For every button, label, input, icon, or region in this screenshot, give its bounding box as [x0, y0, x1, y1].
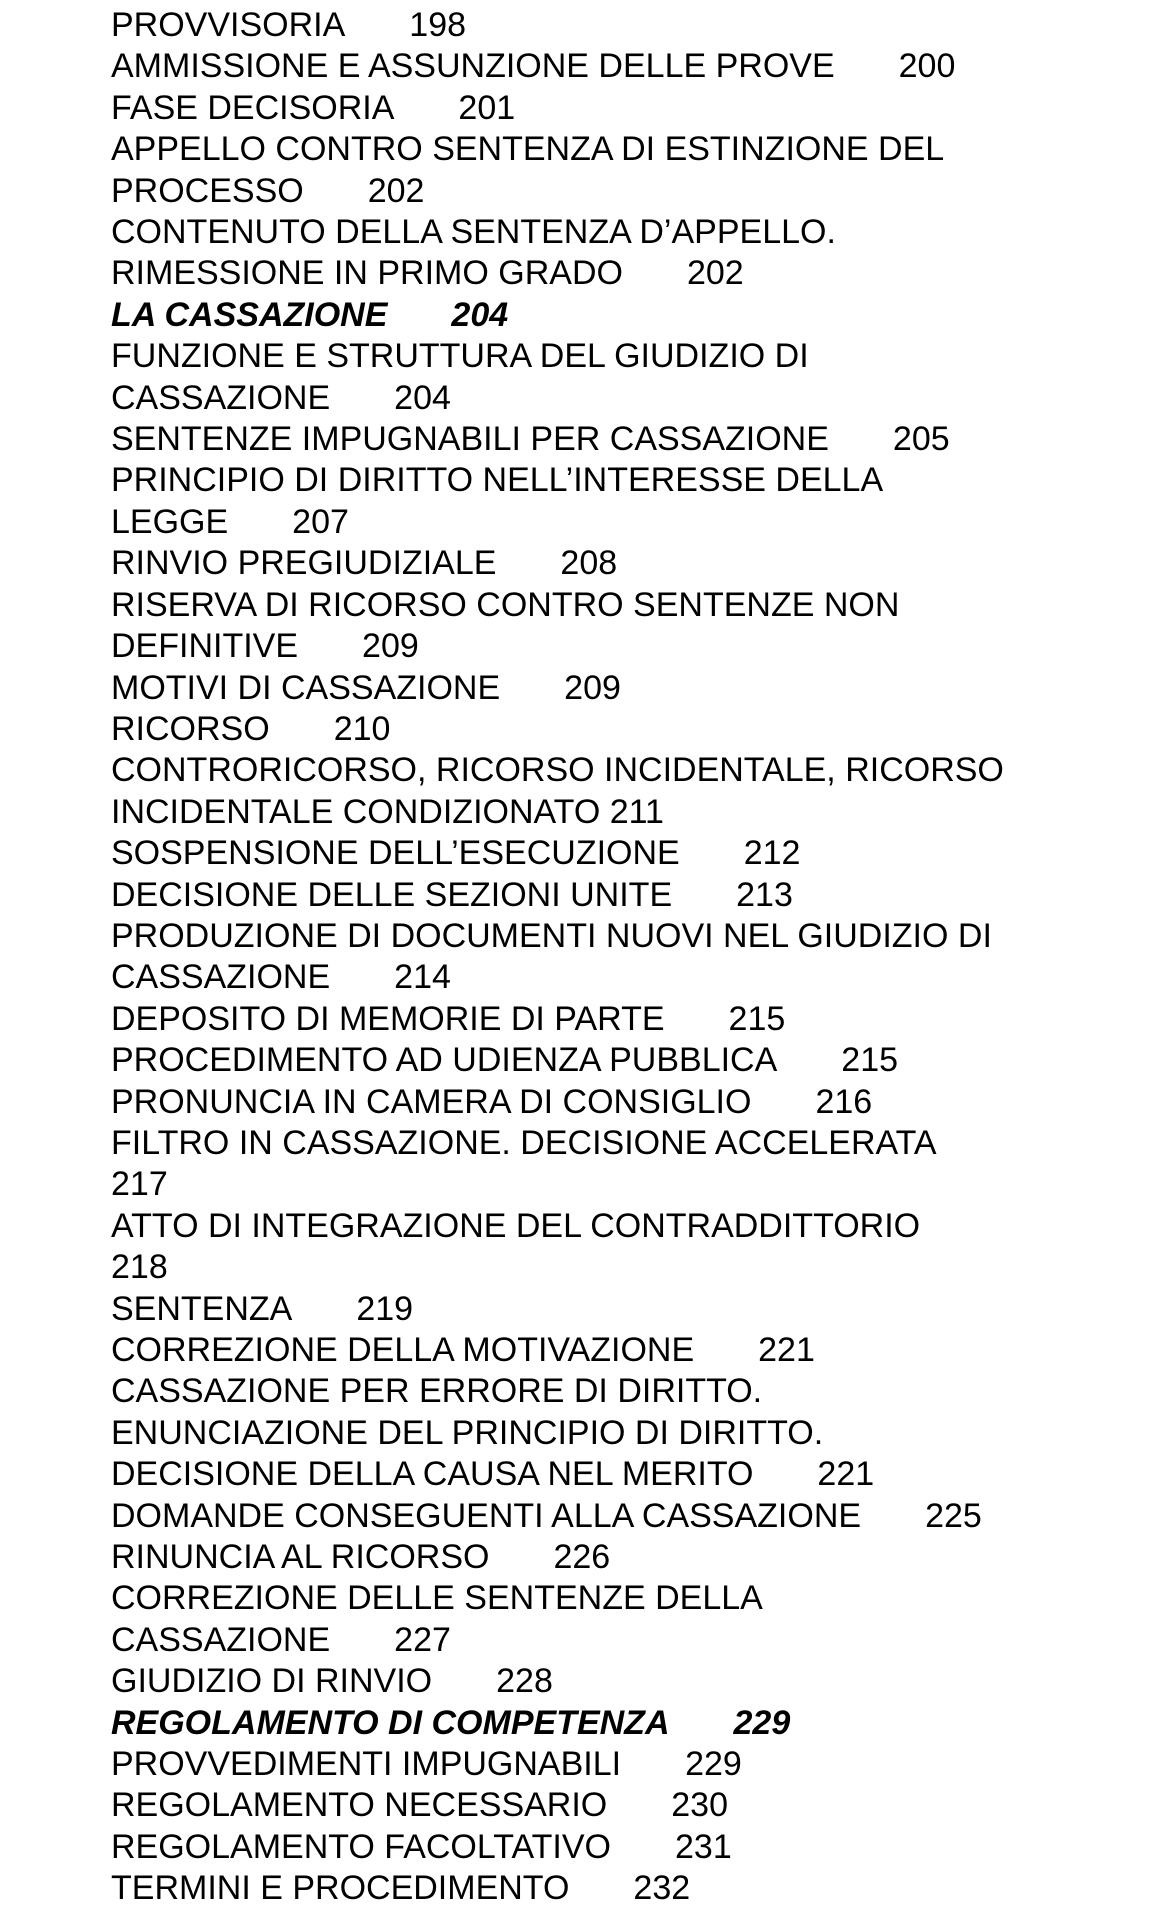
- toc-entry-title: REGOLAMENTO NECESSARIO: [111, 1786, 608, 1825]
- toc-entry-title: AMMISSIONE E ASSUNZIONE DELLE PROVE: [111, 47, 835, 86]
- toc-section-heading: [111, 1703, 1121, 1744]
- toc-entry-title: DOMANDE CONSEGUENTI ALLA CASSAZIONE: [111, 1496, 862, 1535]
- toc-page-number: 204: [451, 295, 509, 334]
- toc-page-number: 215: [728, 999, 786, 1038]
- toc-page-number: 213: [736, 875, 793, 914]
- toc-page-number: 215: [841, 1041, 899, 1080]
- toc-entry-title: PRONUNCIA IN CAMERA DI CONSIGLIO: [111, 1082, 752, 1121]
- toc-entry: [111, 875, 1121, 916]
- toc-page-number: 207: [292, 502, 349, 541]
- toc-page-number: 212: [743, 834, 801, 873]
- toc-entry-title: CASSAZIONE: [111, 378, 331, 417]
- toc-entry-title: LEGGE: [111, 502, 229, 541]
- toc-entry-title: CASSAZIONE PER ERRORE DI DIRITTO.: [111, 1372, 763, 1411]
- toc-entry-title: SENTENZA: [111, 1289, 293, 1328]
- toc-entry: [111, 668, 1121, 709]
- toc-page-number: 221: [817, 1455, 875, 1494]
- toc-entry: [111, 1040, 1121, 1081]
- toc-entry-title: RICORSO: [111, 709, 270, 748]
- toc-entry-title: ATTO DI INTEGRAZIONE DEL CONTRADDITTORIO: [111, 1206, 921, 1245]
- toc-entry-title: CASSAZIONE: [111, 1620, 331, 1659]
- toc-page-number: 214: [394, 958, 451, 997]
- toc-entry-title: CORREZIONE DELLE SENTENZE DELLA: [111, 1579, 763, 1618]
- toc-page-number: 227: [394, 1620, 451, 1659]
- toc-entry: [111, 129, 1121, 170]
- toc-page-number: 225: [925, 1496, 982, 1535]
- toc-entry-title: PROCEDIMENTO AD UDIENZA PUBBLICA: [111, 1041, 778, 1080]
- toc-page-number: 209: [564, 668, 621, 707]
- toc-entry-title: PROCESSO: [111, 171, 304, 210]
- toc-entry-title: RIMESSIONE IN PRIMO GRADO: [111, 254, 623, 293]
- toc-entry-title: APPELLO CONTRO SENTENZA DI ESTINZIONE DEL: [111, 130, 945, 169]
- toc-entry-title: DEPOSITO DI MEMORIE DI PARTE: [111, 999, 665, 1038]
- toc-entry-title: ENUNCIAZIONE DEL PRINCIPIO DI DIRITTO.: [111, 1413, 824, 1452]
- toc-entry: [111, 88, 1121, 129]
- toc-page-number: 198: [409, 6, 467, 44]
- toc-page-number: 217: [111, 1165, 168, 1204]
- toc-entry-title: REGOLAMENTO FACOLTATIVO: [111, 1827, 612, 1866]
- toc-entry: [111, 1123, 1121, 1164]
- toc-entry-title: GIUDIZIO DI RINVIO: [111, 1662, 433, 1701]
- toc-page-number: 228: [496, 1662, 553, 1701]
- toc-entry-title: CONTENUTO DELLA SENTENZA D’APPELLO.: [111, 213, 836, 252]
- toc-entry-title: TERMINI E PROCEDIMENTO: [111, 1869, 570, 1908]
- toc-entry-title: REGOLAMENTO DI COMPETENZA: [111, 1703, 670, 1742]
- toc-entry: [111, 1744, 1121, 1785]
- toc-entry: [111, 378, 1121, 419]
- toc-page-number: 205: [892, 420, 950, 459]
- toc-entry: [111, 1661, 1121, 1702]
- toc-entry-title: CONTRORICORSO, RICORSO INCIDENTALE, RICORSO: [111, 751, 1004, 790]
- toc-entry: [111, 916, 1121, 957]
- toc-entry-title: PROVVISORIA: [111, 6, 346, 44]
- toc-page-number: 230: [671, 1786, 728, 1825]
- toc-entry-title: FASE DECISORIA: [111, 88, 395, 127]
- toc-entry: [111, 957, 1121, 998]
- toc-section-heading: [111, 295, 1121, 336]
- toc-entry: [111, 1496, 1121, 1537]
- toc-entry-title: PRODUZIONE DI DOCUMENTI NUOVI NEL GIUDIZIO DI: [111, 916, 992, 955]
- toc-entry: [111, 750, 1121, 791]
- toc-page-number: 219: [356, 1289, 414, 1328]
- toc-page-number: 202: [686, 254, 744, 293]
- toc-entry-title: CORREZIONE DELLA MOTIVAZIONE: [111, 1331, 695, 1369]
- toc-entry: [111, 1330, 1121, 1371]
- toc-entry: [111, 1868, 1121, 1909]
- toc-entry-title: CASSAZIONE: [111, 958, 331, 997]
- toc-entry: [111, 1247, 1121, 1288]
- toc-entry: [111, 1785, 1121, 1826]
- toc-entry-title: DECISIONE DELLE SEZIONI UNITE: [111, 875, 673, 914]
- toc-entry: [111, 833, 1121, 874]
- toc-entry-title: SOSPENSIONE DELL’ESECUZIONE: [111, 834, 680, 873]
- toc-entry: [111, 5, 1121, 46]
- table-of-contents: [111, 5, 1121, 1910]
- toc-entry: [111, 709, 1121, 750]
- toc-entry: [111, 1082, 1121, 1123]
- toc-entry: [111, 1413, 1121, 1454]
- toc-entry-title: RINVIO PREGIUDIZIALE: [111, 544, 497, 583]
- toc-page-number: 202: [367, 171, 425, 210]
- toc-page-number: 232: [633, 1869, 691, 1908]
- toc-entry: [111, 1537, 1121, 1578]
- toc-entry: [111, 212, 1121, 253]
- toc-entry: [111, 1164, 1121, 1205]
- toc-entry-title: PRINCIPIO DI DIRITTO NELL’INTERESSE DELLA: [111, 461, 884, 500]
- toc-entry: [111, 253, 1121, 294]
- toc-entry-title: PROVVEDIMENTI IMPUGNABILI: [111, 1745, 622, 1784]
- toc-page-number: 201: [458, 88, 516, 127]
- toc-entry: [111, 543, 1121, 584]
- toc-page-number: 229: [733, 1703, 791, 1742]
- toc-page-number: 204: [394, 378, 451, 417]
- toc-entry-title: LA CASSAZIONE: [111, 295, 388, 334]
- toc-entry-title: RISERVA DI RICORSO CONTRO SENTENZE NON: [111, 585, 900, 624]
- toc-page-number: 226: [553, 1538, 611, 1577]
- toc-entry: [111, 626, 1121, 667]
- toc-entry-title: MOTIVI DI CASSAZIONE: [111, 668, 501, 707]
- toc-entry-title: INCIDENTALE CONDIZIONATO 211: [111, 792, 664, 831]
- toc-entry: [111, 792, 1121, 833]
- toc-entry: [111, 585, 1121, 626]
- toc-entry: [111, 1289, 1121, 1330]
- toc-page-number: 218: [111, 1248, 168, 1287]
- toc-entry-title: SENTENZE IMPUGNABILI PER CASSAZIONE: [111, 420, 829, 459]
- toc-page-number: 210: [333, 709, 391, 748]
- toc-entry: [111, 502, 1121, 543]
- toc-entry-title: DECISIONE DELLA CAUSA NEL MERITO: [111, 1455, 754, 1494]
- toc-entry-title: DEFINITIVE: [111, 627, 299, 666]
- toc-entry: [111, 1454, 1121, 1495]
- toc-page-number: 221: [758, 1331, 815, 1369]
- toc-entry: [111, 46, 1121, 87]
- toc-entry: [111, 419, 1121, 460]
- toc-entry: [111, 999, 1121, 1040]
- toc-entry-title: FILTRO IN CASSAZIONE. DECISIONE ACCELERATA: [111, 1123, 937, 1162]
- toc-entry: [111, 1206, 1121, 1247]
- toc-page-number: 229: [685, 1745, 742, 1784]
- toc-entry: [111, 460, 1121, 501]
- toc-entry: [111, 1578, 1121, 1619]
- toc-entry-title: RINUNCIA AL RICORSO: [111, 1538, 490, 1577]
- toc-entry: [111, 1620, 1121, 1661]
- toc-entry: [111, 1371, 1121, 1412]
- toc-entry-title: FUNZIONE E STRUTTURA DEL GIUDIZIO DI: [111, 337, 809, 376]
- toc-page-number: 208: [560, 544, 618, 583]
- toc-page-number: 216: [815, 1082, 873, 1121]
- toc-entry: [111, 1827, 1121, 1868]
- toc-page-number: 200: [898, 47, 956, 86]
- toc-page-number: 209: [362, 627, 419, 666]
- toc-entry: [111, 336, 1121, 377]
- toc-entry: [111, 171, 1121, 212]
- toc-page-number: 231: [675, 1827, 732, 1866]
